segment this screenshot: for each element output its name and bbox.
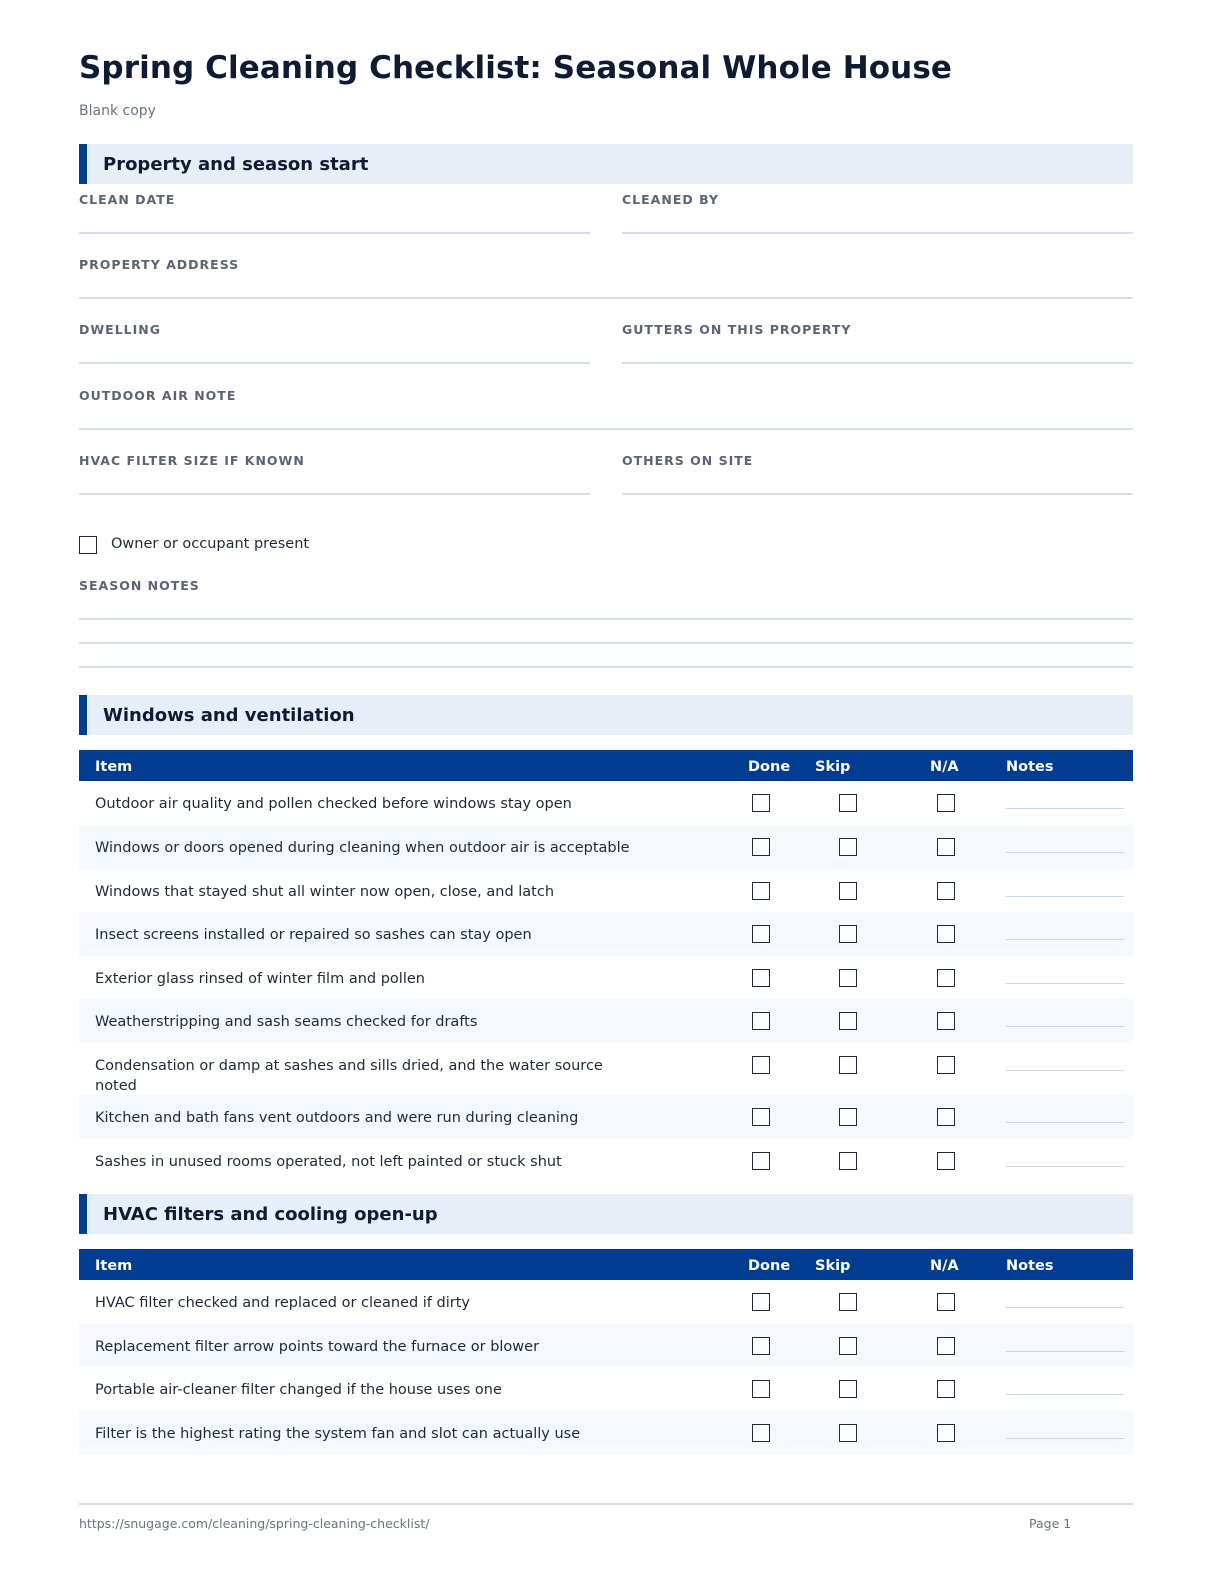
column-header-item: Item [95, 1258, 133, 1274]
footer-url: https://snugage.com/cleaning/spring-cleaning-checklist/ [79, 1516, 430, 1531]
row-item-text: Filter is the highest rating the system fan and slot can actually use [95, 1426, 581, 1442]
done-checkbox[interactable] [752, 1056, 770, 1074]
owner-present-label: Owner or occupant present [111, 536, 310, 552]
na-checkbox[interactable] [937, 1380, 955, 1398]
notes-field[interactable] [1006, 1394, 1124, 1395]
footer-page-number: Page 1 [1029, 1516, 1072, 1531]
row-item-text: Insect screens installed or repaired so sashes can stay open [95, 927, 532, 943]
footer-divider [79, 1503, 1133, 1505]
others-on-site-field[interactable] [622, 493, 1133, 495]
section-title: Windows and ventilation [103, 705, 355, 726]
hvac-filter-size-field[interactable] [79, 493, 590, 495]
section-title: HVAC filters and cooling open-up [103, 1204, 438, 1225]
column-header-done: Done [748, 1258, 791, 1274]
na-checkbox[interactable] [937, 1108, 955, 1126]
column-header-na: N/A [930, 1258, 959, 1274]
na-checkbox[interactable] [937, 1293, 955, 1311]
table-row [79, 1043, 1133, 1095]
column-header-done: Done [748, 759, 791, 775]
season-notes-line-3[interactable] [79, 666, 1133, 668]
skip-checkbox[interactable] [839, 1380, 857, 1398]
column-header-skip: Skip [815, 759, 851, 775]
section-title: Property and season start [103, 154, 369, 175]
skip-checkbox[interactable] [839, 838, 857, 856]
others-on-site-label: OTHERS ON SITE [622, 453, 754, 468]
table-row [79, 781, 1133, 825]
na-checkbox[interactable] [937, 969, 955, 987]
page-subtitle: Blank copy [79, 103, 156, 119]
notes-field[interactable] [1006, 1438, 1124, 1439]
skip-checkbox[interactable] [839, 1337, 857, 1355]
page-title: Spring Cleaning Checklist: Seasonal Whole House [79, 50, 953, 86]
done-checkbox[interactable] [752, 1424, 770, 1442]
table-row [79, 956, 1133, 999]
skip-checkbox[interactable] [839, 1108, 857, 1126]
na-checkbox[interactable] [937, 838, 955, 856]
table-row [79, 912, 1133, 956]
table-row [79, 825, 1133, 869]
skip-checkbox[interactable] [839, 1056, 857, 1074]
done-checkbox[interactable] [752, 925, 770, 943]
row-item-text: Windows or doors opened during cleaning when outdoor air is acceptable [95, 840, 630, 856]
done-checkbox[interactable] [752, 1380, 770, 1398]
na-checkbox[interactable] [937, 1424, 955, 1442]
na-checkbox[interactable] [937, 1152, 955, 1170]
done-checkbox[interactable] [752, 1293, 770, 1311]
skip-checkbox[interactable] [839, 1012, 857, 1030]
property-address-label: PROPERTY ADDRESS [79, 257, 240, 272]
notes-field[interactable] [1006, 1122, 1124, 1123]
skip-checkbox[interactable] [839, 969, 857, 987]
notes-field[interactable] [1006, 808, 1124, 809]
season-notes-line-1[interactable] [79, 618, 1133, 620]
column-header-notes: Notes [1006, 759, 1054, 775]
column-header-skip: Skip [815, 1258, 851, 1274]
na-checkbox[interactable] [937, 925, 955, 943]
table-row [79, 1411, 1133, 1454]
table-row [79, 869, 1133, 912]
clean-date-label: CLEAN DATE [79, 192, 176, 207]
done-checkbox[interactable] [752, 1108, 770, 1126]
column-header-na: N/A [930, 759, 959, 775]
done-checkbox[interactable] [752, 838, 770, 856]
owner-present-checkbox[interactable] [79, 536, 97, 554]
notes-field[interactable] [1006, 1351, 1124, 1352]
done-checkbox[interactable] [752, 1012, 770, 1030]
na-checkbox[interactable] [937, 882, 955, 900]
table-row [79, 1324, 1133, 1367]
season-notes-line-2[interactable] [79, 642, 1133, 644]
notes-field[interactable] [1006, 939, 1124, 940]
notes-field[interactable] [1006, 1026, 1124, 1027]
dwelling-label: DWELLING [79, 322, 162, 337]
notes-field[interactable] [1006, 983, 1124, 984]
done-checkbox[interactable] [752, 1337, 770, 1355]
column-header-item: Item [95, 759, 133, 775]
na-checkbox[interactable] [937, 1337, 955, 1355]
table-row [79, 999, 1133, 1043]
outdoor-air-note-field[interactable] [79, 428, 1133, 430]
hvac-filter-size-label: HVAC FILTER SIZE IF KNOWN [79, 453, 305, 468]
skip-checkbox[interactable] [839, 1293, 857, 1311]
table-header [79, 750, 1133, 781]
table-row [79, 1095, 1133, 1139]
done-checkbox[interactable] [752, 794, 770, 812]
gutters-label: GUTTERS ON THIS PROPERTY [622, 322, 852, 337]
season-notes-label: SEASON NOTES [79, 578, 200, 593]
column-header-notes: Notes [1006, 1258, 1054, 1274]
row-item-text: Exterior glass rinsed of winter film and pollen [95, 971, 425, 987]
na-checkbox[interactable] [937, 794, 955, 812]
skip-checkbox[interactable] [839, 925, 857, 943]
skip-checkbox[interactable] [839, 1152, 857, 1170]
table-row [79, 1280, 1133, 1324]
cleaned-by-label: CLEANED BY [622, 192, 719, 207]
notes-field[interactable] [1006, 896, 1124, 897]
row-item-text: HVAC filter checked and replaced or cleaned if dirty [95, 1295, 470, 1311]
section-header-windows [79, 695, 1133, 735]
clean-date-field[interactable] [79, 232, 590, 234]
row-item-text: Sashes in unused rooms operated, not left painted or stuck shut [95, 1154, 562, 1170]
row-item-text: Portable air-cleaner filter changed if the house uses one [95, 1382, 502, 1398]
cleaned-by-field[interactable] [622, 232, 1133, 234]
row-item-text: Outdoor air quality and pollen checked before windows stay open [95, 796, 572, 812]
row-item-text: Replacement filter arrow points toward the furnace or blower [95, 1339, 540, 1355]
gutters-field[interactable] [622, 362, 1133, 364]
row-item-text: Weatherstripping and sash seams checked for drafts [95, 1014, 478, 1030]
notes-field[interactable] [1006, 852, 1124, 853]
table-header [79, 1249, 1133, 1280]
done-checkbox[interactable] [752, 969, 770, 987]
skip-checkbox[interactable] [839, 882, 857, 900]
notes-field[interactable] [1006, 1307, 1124, 1308]
section-header-property [79, 144, 1133, 184]
outdoor-air-note-label: OUTDOOR AIR NOTE [79, 388, 237, 403]
skip-checkbox[interactable] [839, 1424, 857, 1442]
table-row [79, 1139, 1133, 1183]
done-checkbox[interactable] [752, 1152, 770, 1170]
skip-checkbox[interactable] [839, 794, 857, 812]
row-item-text: Condensation or damp at sashes and sills dried, and the water source noted [95, 1058, 603, 1094]
row-item-text: Kitchen and bath fans vent outdoors and were run during cleaning [95, 1110, 579, 1126]
property-address-field[interactable] [79, 297, 1133, 299]
na-checkbox[interactable] [937, 1056, 955, 1074]
done-checkbox[interactable] [752, 882, 770, 900]
na-checkbox[interactable] [937, 1012, 955, 1030]
notes-field[interactable] [1006, 1166, 1124, 1167]
table-row [79, 1367, 1133, 1411]
row-item-text: Windows that stayed shut all winter now open, close, and latch [95, 884, 555, 900]
section-header-hvac [79, 1194, 1133, 1234]
notes-field[interactable] [1006, 1070, 1124, 1071]
dwelling-field[interactable] [79, 362, 590, 364]
